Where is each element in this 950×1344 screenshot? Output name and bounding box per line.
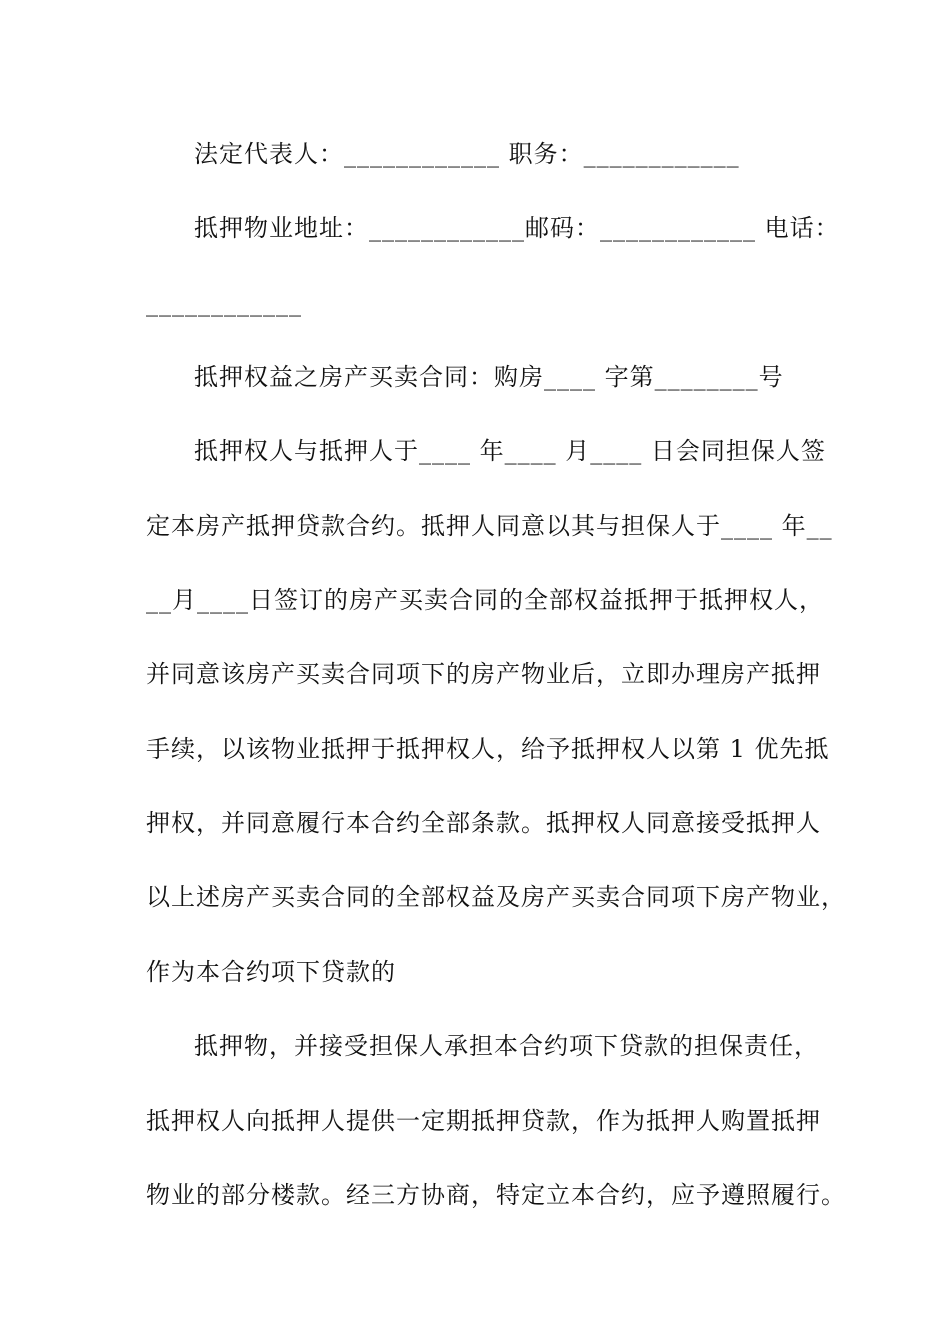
paragraph-1-line-7: 以上述房产买卖合同的全部权益及房产买卖合同项下房产物业， (146, 883, 846, 911)
paragraph-1-line-4: 并同意该房产买卖合同项下的房产物业后，立即办理房产抵押 (146, 660, 821, 688)
representative-line: 法定代表人：____________ 职务：____________ (194, 140, 740, 168)
paragraph-1-line-5: 手续，以该物业抵押于抵押权人，给予抵押权人以第 1 优先抵 (146, 735, 830, 763)
paragraph-2-line-3: 物业的部分楼款。经三方协商，特定立本合约，应予遵照履行。 (146, 1181, 846, 1209)
paragraph-1-line-2: 定本房产抵押贷款合约。抵押人同意以其与担保人于____ 年__ (146, 512, 833, 540)
purchase-contract-line: 抵押权益之房产买卖合同：购房____ 字第________号 (194, 363, 784, 391)
paragraph-1-line-3: __月____日签订的房产买卖合同的全部权益抵押于抵押权人， (146, 586, 824, 614)
paragraph-1-line-6: 押权，并同意履行本合约全部条款。抵押权人同意接受抵押人 (146, 809, 821, 837)
paragraph-1-line-8: 作为本合约项下贷款的 (146, 958, 396, 986)
phone-blank-line: ____________ (146, 289, 302, 317)
property-address-line: 抵押物业地址：____________邮码：____________ 电话： (194, 214, 840, 242)
paragraph-1-line-1: 抵押权人与抵押人于____ 年____ 月____ 日会同担保人签 (194, 437, 826, 465)
paragraph-2-line-2: 抵押权人向抵押人提供一定期抵押贷款，作为抵押人购置抵押 (146, 1107, 821, 1135)
paragraph-2-line-1: 抵押物，并接受担保人承担本合约项下贷款的担保责任， (194, 1032, 819, 1060)
